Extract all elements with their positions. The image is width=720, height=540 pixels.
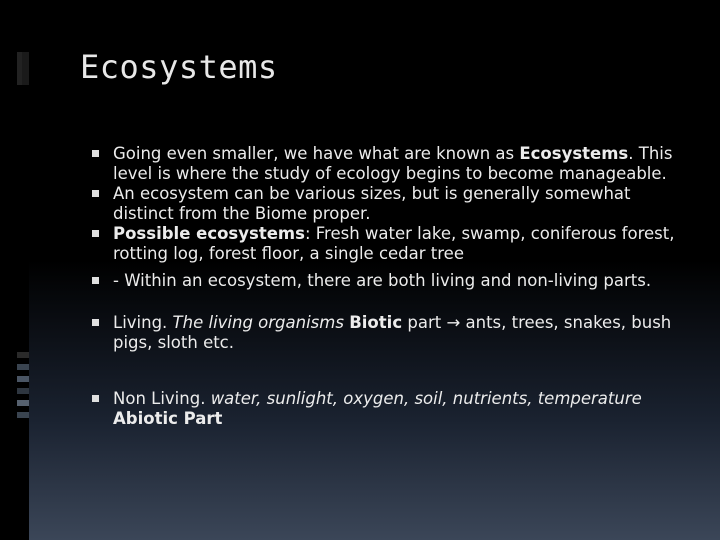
bullet-icon [92,150,99,157]
arrow-right-icon: → [446,313,461,332]
bullet-italic: The living organisms [172,313,350,332]
bullet-item [92,144,692,184]
bullet-text: Going even smaller, we have what are known as [113,144,520,163]
bullet-item [92,389,692,429]
bullet-text: part [402,313,447,332]
bullet-text: . This level is where the study of ecology begins to become manageable. [113,144,673,183]
bullet-icon [92,230,99,237]
bullet-item [92,184,692,224]
bullet-emphasis: Abiotic Part [113,409,223,428]
bullet-item [92,271,692,291]
bullet-icon [92,190,99,197]
bullet-emphasis: Biotic [349,313,403,332]
slide-content [92,144,692,429]
bullet-italic: water, sunlight, oxygen, soil, nutrients, temperature [210,389,642,408]
bullet-text: - Within an ecosystem, there are both living and non-living parts. [113,271,652,290]
bullet-emphasis: Possible ecosystems [113,224,305,243]
bullet-icon [92,395,99,402]
bullet-emphasis: Ecosystems [519,144,629,163]
bullet-icon [92,277,99,284]
bullet-text: Non Living. [113,389,211,408]
bullet-item [92,224,692,264]
bullet-text: An ecosystem can be various sizes, but is generally somewhat distinct from the Biome proper. [113,184,631,223]
bullet-icon [92,319,99,326]
bullet-text: ants, trees, snakes, bush pigs, sloth etc. [113,313,672,352]
title-accent-inner [17,52,22,85]
bullet-item [92,313,692,353]
bullet-text: : Fresh water lake, swamp, coniferous forest, rotting log, forest floor, a single cedar tree [113,224,675,263]
side-decoration [17,352,29,424]
bullet-text: Living. [113,313,173,332]
slide-title: Ecosystems [80,48,278,86]
